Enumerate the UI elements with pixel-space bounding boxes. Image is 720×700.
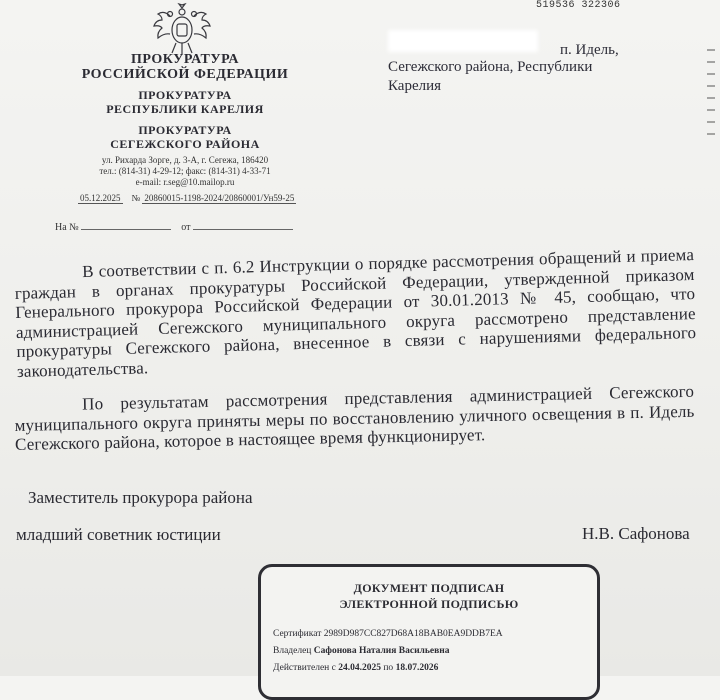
body-paragraph-2	[14, 382, 695, 455]
electronic-signature-stamp	[258, 564, 600, 700]
number-sign: №	[131, 193, 141, 203]
body-paragraph-1	[14, 245, 697, 381]
reference-date-label: от	[181, 222, 191, 233]
esign-owner-label: Владелец	[273, 646, 312, 656]
esign-valid-to: 18.07.2026	[395, 663, 439, 673]
esign-valid-to-label: по	[383, 663, 394, 673]
incoming-number: 519536 322306	[536, 0, 621, 11]
signer-rank: младший советник юстиции	[16, 525, 221, 544]
header-line-4: РЕСПУБЛИКИ КАРЕЛИЯ	[106, 102, 264, 116]
esign-title-2: ЭЛЕКТРОННОЙ ПОДПИСЬЮ	[339, 597, 519, 611]
office-address: ул. Рихарда Зорге, д. 3-А, г. Сегежа, 186420	[101, 155, 269, 165]
signer-name: Н.В. Сафонова	[582, 524, 690, 543]
office-phone-fax: тел.: (814-31) 4-29-12; факс: (814-31) 4-33-71	[99, 166, 271, 176]
reference-number-label: На №	[55, 222, 79, 233]
header-line-6: СЕГЕЖСКОГО РАЙОНА	[110, 137, 260, 151]
esign-certificate-value: 2989D987CC827D68A18BAB0EA9DDB7EA	[323, 629, 503, 639]
header-line-3: ПРОКУРАТУРА	[138, 88, 232, 102]
document-date: 05.12.2025	[80, 193, 121, 203]
addressee-line-2: Сегежского района, Республики	[388, 59, 593, 75]
esign-owner-value: Сафонова Наталия Васильевна	[313, 646, 450, 656]
double-headed-eagle-emblem-icon	[150, 2, 214, 56]
addressee-line-3: Карелия	[388, 78, 442, 94]
office-email: e-mail: r.seg@10.mailop.ru	[135, 177, 235, 187]
esign-certificate	[273, 629, 503, 639]
reference-number-blank	[81, 220, 171, 230]
esign-title-1: ДОКУМЕНТ ПОДПИСАН	[353, 581, 505, 595]
esign-validity	[273, 663, 438, 673]
header-line-1: ПРОКУРАТУРА	[130, 52, 240, 67]
reference-line	[55, 220, 293, 233]
redacted-area	[388, 30, 538, 52]
header-line-2: РОССИЙСКОЙ ФЕДЕРАЦИИ	[81, 67, 289, 82]
body-paragraph-1-text: В соответствии с п. 6.2 Инструкции о порядке рассмотрения обращений и приема граждан в органах прокуратуры Российской Федерации, утвержденной приказом Генерального прокурора Российской Федерации от 30.01.2013 № 45, сообщаю, что администрацией Сегежского муниципального округа рассмотрено представление прокуратуры Сегежского района, внесенное в связи с нарушениями федерального законодательства.	[14, 245, 697, 381]
reference-date-blank	[193, 220, 293, 230]
esign-certificate-label: Сертификат	[273, 629, 322, 639]
body-paragraph-2-text: По результатам рассмотрения представления администрацией Сегежского муниципального округа приняты меры по восстановлению уличного освещения в п. Идель Сегежского района, которое в настоящее время функционирует.	[14, 381, 695, 454]
document-number: 20860015-1198-2024/20860001/Ун59-25	[144, 193, 295, 203]
esign-owner	[273, 646, 449, 656]
addressee-line-1: п. Идель,	[560, 42, 619, 58]
registration-line	[78, 193, 296, 203]
esign-valid-from: 24.04.2025	[338, 663, 381, 673]
margin-marks	[704, 40, 718, 150]
signer-position: Заместитель прокурора района	[28, 488, 253, 507]
esign-valid-label: Действителен с	[273, 663, 336, 673]
header-line-5: ПРОКУРАТУРА	[138, 123, 232, 137]
